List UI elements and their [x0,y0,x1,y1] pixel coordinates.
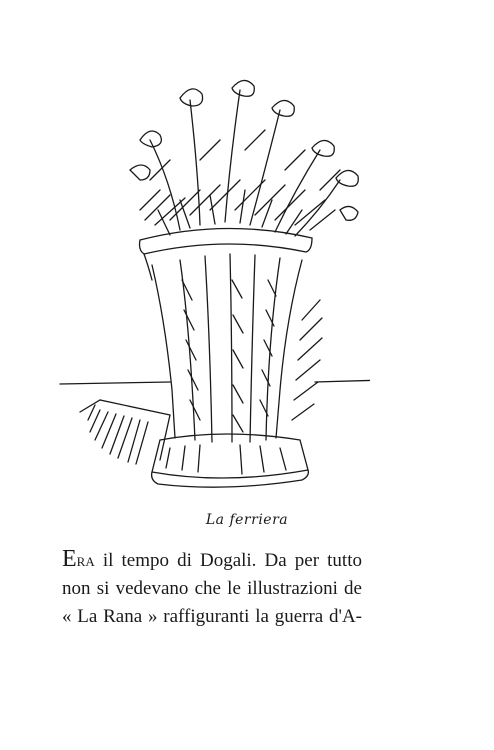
text-line-2: non si vedevano che le illustrazioni de [62,578,362,599]
text-line-1 [62,545,362,575]
vase-of-flowers-drawing [40,60,370,500]
body-paragraph [62,545,362,631]
text-line-3: « La Rana » raffiguranti la guerra d'A- [62,606,362,627]
first-word-rest: ra [76,550,95,570]
line1-rest: il tempo di Dogali. Da per tutto [94,550,362,571]
illustration-caption: La ferriera [205,512,289,528]
initial-letter: E [62,546,77,572]
